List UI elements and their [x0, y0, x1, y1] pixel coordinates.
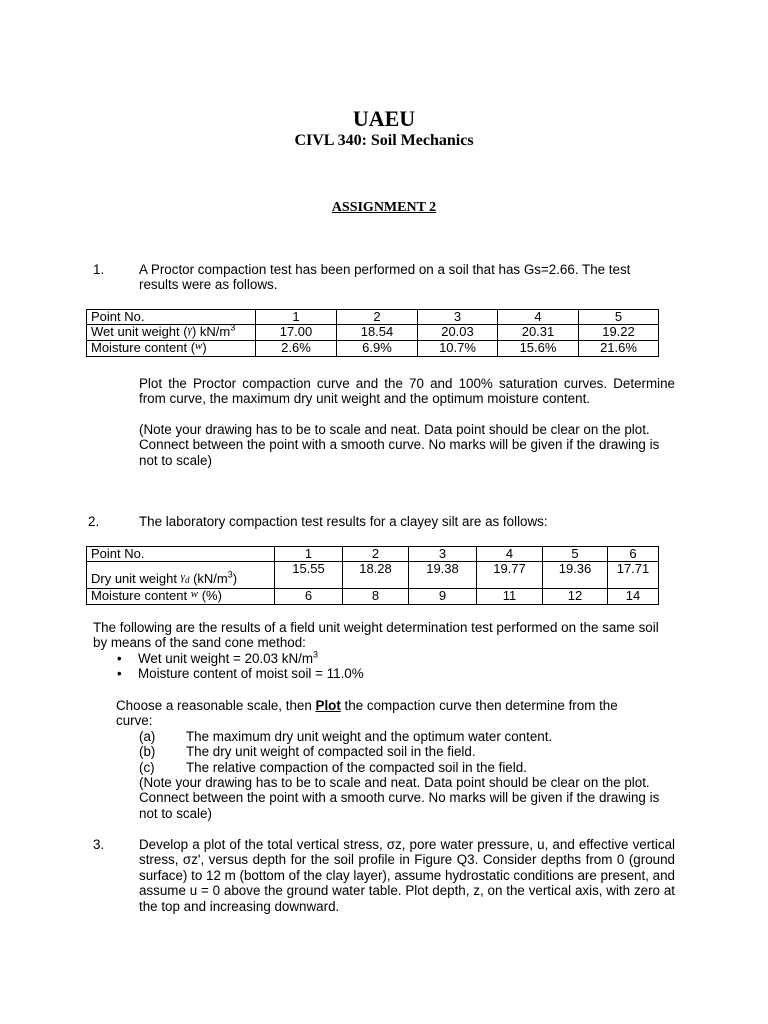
q1-moisture-3: 10.7%	[418, 341, 498, 357]
q3-number: 3.	[93, 837, 105, 852]
q2-moisture-5: 12	[543, 589, 608, 605]
list-item: • Wet unit weight = 20.03 $kN/m^3$	[113, 651, 653, 666]
table-row	[87, 310, 659, 325]
q1-intro-line2: results were as follows.	[139, 277, 278, 293]
q1-wet-weight-3: 20.03	[418, 325, 498, 341]
q2-point-5: 5	[543, 547, 608, 562]
q2-header-label: Point No.	[87, 547, 275, 562]
q1-moisture-5: 21.6%	[579, 341, 659, 357]
q1-moisture-2: 6.9%	[337, 341, 418, 357]
q2-dry-weight-1: 15.55	[275, 562, 343, 589]
q2-intro: The laboratory compaction test results for a clayey silt are as follows:	[139, 514, 548, 529]
q2-point-4: 4	[477, 547, 543, 562]
q1-number: 1.	[93, 262, 105, 277]
q2-point-1: 1	[275, 547, 343, 562]
q1-wet-weight-2: 18.54	[337, 325, 418, 341]
q1-point-2: 2	[337, 310, 418, 325]
q2-dry-weight-6: 17.71	[608, 562, 659, 589]
assignment-title	[0, 199, 768, 217]
q1-instructions: Plot the Proctor compaction curve and the 70 and 100% saturation curves. Determine from curve, the maximum dry unit weight and the optimum moisture content.	[139, 376, 675, 407]
q3-text: Develop a plot of the total vertical stress, σz, pore water pressure, u, and effective vertical stress, σz', versus depth for the soil profile in Figure Q3. Consider depths from 0 (ground surface) to 12 m (bottom of the clay layer), assume hydrostatic conditions are present, and assume u = 0 above the ground water table. Plot depth, z, on the vertical axis, with zero at the top and increasing downward.	[139, 837, 675, 914]
q2-point-3: 3	[409, 547, 477, 562]
w-symbol: w	[195, 340, 203, 352]
assignment-heading: ASSIGNMENT 2	[331, 200, 437, 215]
q2-results-table	[86, 546, 659, 605]
q1-wet-weight-5: 19.22	[579, 325, 659, 341]
q2-dry-weight-label: Dry unit weight $^{\gamma_d}$ $(kN/m^3)$	[87, 562, 275, 589]
q2-moisture-4: 11	[477, 589, 543, 605]
q2-moisture-label: Moisture content $^w$ (%)	[87, 589, 275, 605]
q1-moisture-1: 2.6%	[256, 341, 337, 357]
list-item: (a) The maximum dry unit weight and the optimum water content.	[139, 729, 553, 744]
table-row	[87, 341, 659, 357]
table-row	[87, 589, 659, 605]
list-item: • Moisture content of moist soil = 11.0%	[113, 666, 653, 681]
gamma-symbol: γ	[187, 324, 192, 336]
q2-point-2: 2	[343, 547, 409, 562]
q1-intro	[139, 262, 679, 293]
table-row	[87, 547, 659, 562]
q1-intro-line1: A Proctor compaction test has been performed on a soil that has Gs=2.66. The test	[139, 262, 631, 277]
q2-moisture-6: 14	[608, 589, 659, 605]
q2-note: (Note your drawing has to be to scale and neat. Data point should be clear on the plot. Connect between the point with a smooth curve. No marks will be given if the drawing is not to scale)	[139, 775, 660, 821]
q2-moisture-3: 9	[409, 589, 477, 605]
university-title: UAEU	[352, 106, 416, 131]
q1-point-4: 4	[498, 310, 579, 325]
q1-header-label: Point No.	[87, 310, 256, 325]
q1-results-table	[86, 309, 659, 357]
q1-point-1: 1	[256, 310, 337, 325]
table-row	[87, 562, 659, 589]
q1-note: (Note your drawing has to be to scale and neat. Data point should be clear on the plot. Connect between the point with a smooth curve. No marks will be given if the drawing is not to scale)	[139, 422, 660, 468]
q1-wet-weight-1: 17.00	[256, 325, 337, 341]
q1-moisture-label: Moisture content ($^w$)	[87, 341, 256, 357]
q2-moisture-1: 6	[275, 589, 343, 605]
q2-items	[139, 729, 679, 775]
q2-field-intro: The following are the results of a field unit weight determination test performed on the same soil by means of the sand cone method:	[93, 620, 659, 651]
q2-field-results-list	[113, 651, 653, 682]
plot-emphasis: Plot	[315, 698, 341, 713]
q2-number: 2.	[88, 514, 100, 529]
q2-dry-weight-4: 19.77	[477, 562, 543, 589]
table-row	[87, 325, 659, 341]
q1-moisture-4: 15.6%	[498, 341, 579, 357]
w-symbol: w	[190, 588, 199, 600]
q2-moisture-2: 8	[343, 589, 409, 605]
q2-point-6: 6	[608, 547, 659, 562]
q2-dry-weight-5: 19.36	[543, 562, 608, 589]
q1-point-5: 5	[579, 310, 659, 325]
q1-wet-weight-4: 20.31	[498, 325, 579, 341]
q2-choose-scale: Choose a reasonable scale, then Plot the compaction curve then determine from the curve:	[116, 698, 618, 729]
q2-dry-weight-2: 18.28	[343, 562, 409, 589]
list-item: (b) The dry unit weight of compacted soil in the field.	[139, 744, 476, 760]
gamma-d-symbol: γd	[180, 571, 190, 586]
list-item: (c) The relative compaction of the compacted soil in the field.	[139, 759, 527, 775]
q1-point-3: 3	[418, 310, 498, 325]
q2-dry-weight-3: 19.38	[409, 562, 477, 589]
course-title: CIVL 340: Soil Mechanics	[294, 132, 474, 149]
q1-wet-weight-label: Wet unit weight ($^\gamma$) $kN/m^3$	[87, 325, 256, 341]
